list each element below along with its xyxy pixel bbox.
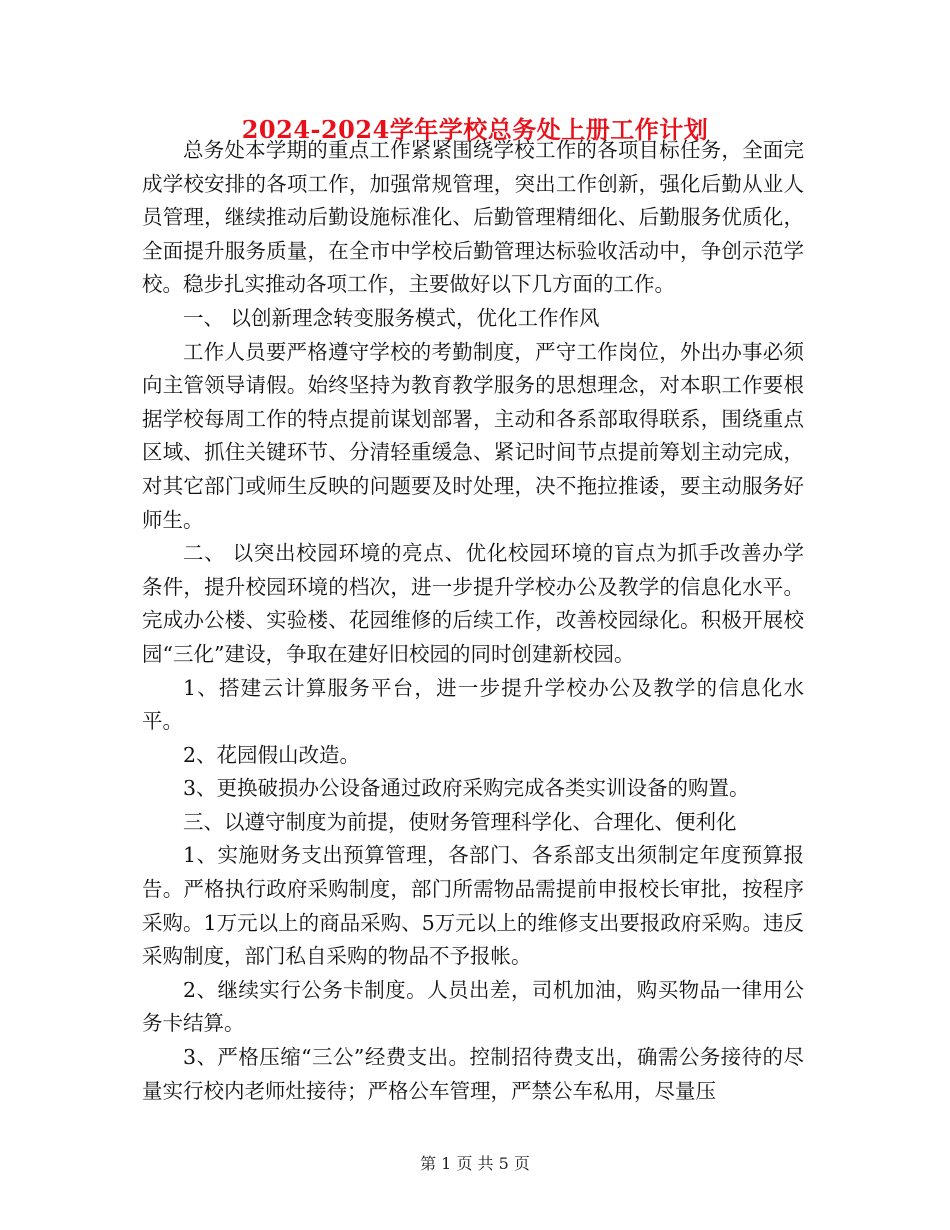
section-heading-3: 三、以遵守制度为前提，使财务管理科学化、合理化、便利化 — [183, 809, 737, 834]
paragraph-intro: 总务处本学期的重点工作紧紧围绕学校工作的各项目标任务，全面完成学校安排的各项工作，加强常规管理，突出工作创新，强化后勤从业人员管理，继续推动后勤设施标准化、后勤管理精细化、后勤服务优质化，全面提升服务质量，在全市中学校后勤管理达标验收活动中，争创示范学校。稳步扎实推动各项工作，主要做好以下几方面的工作。 — [142, 138, 804, 297]
list-item-3-3: 3、严格压缩“三公”经费支出。控制招待费支出，确需公务接待的尽量实行校内老师灶接待；严格公车管理，严禁公车私用，尽量压 — [142, 1045, 804, 1103]
document-title: 2024-2024学年学校总务处上册工作计划 — [241, 115, 709, 144]
paragraph-section-2: 二、 以突出校园环境的亮点、优化校园环境的盲点为抓手改善办学条件，提升校园环境的档次，进一步提升学校办公及教学的信息化水平。完成办公楼、实验楼、花园维修的后续工作，改善校园绿化。积极开展校园“三化”建设，争取在建好旧校园的同时创建新校园。 — [142, 541, 804, 666]
list-item-2-1: 1、搭建云计算服务平台，进一步提升学校办公及教学的信息化水平。 — [142, 675, 804, 734]
section-heading-1: 一、 以创新理念转变服务模式，优化工作作风 — [183, 305, 600, 330]
list-item-2-2: 2、花园假山改造。 — [183, 742, 361, 767]
list-item-2-3: 3、更换破损办公设备通过政府采购完成各类实训设备的购置。 — [183, 776, 750, 801]
paragraph-section-1: 工作人员要严格遵守学校的考勤制度，严守工作岗位，外出办事必须向主管领导请假。始终坚持为教育教学服务的思想理念，对本职工作要根据学校每周工作的特点提前谋划部署，主动和各系部取得联系，围绕重点区域、抓住关键环节、分清轻重缓急、紧记时间节点提前筹划主动完成，对其它部门或师生反映的问题要及时处理，决不拖拉推诿，要主动服务好师生。 — [142, 339, 804, 532]
document-body — [142, 134, 804, 1108]
list-item-3-1: 1、实施财务支出预算管理，各部门、各系部支出须制定年度预算报告。严格执行政府采购制度，部门所需物品需提前申报校长审批，按程序采购。1万元以上的商品采购、5万元以上的维修支出要报政府采购。违反采购制度，部门私自采购的物品不予报帐。 — [142, 843, 804, 969]
page-number-footer: 第 1 页 共 5 页 — [420, 1154, 530, 1173]
list-item-3-2: 2、继续实行公务卡制度。人员出差，司机加油，购买物品一律用公务卡结算。 — [142, 977, 804, 1036]
